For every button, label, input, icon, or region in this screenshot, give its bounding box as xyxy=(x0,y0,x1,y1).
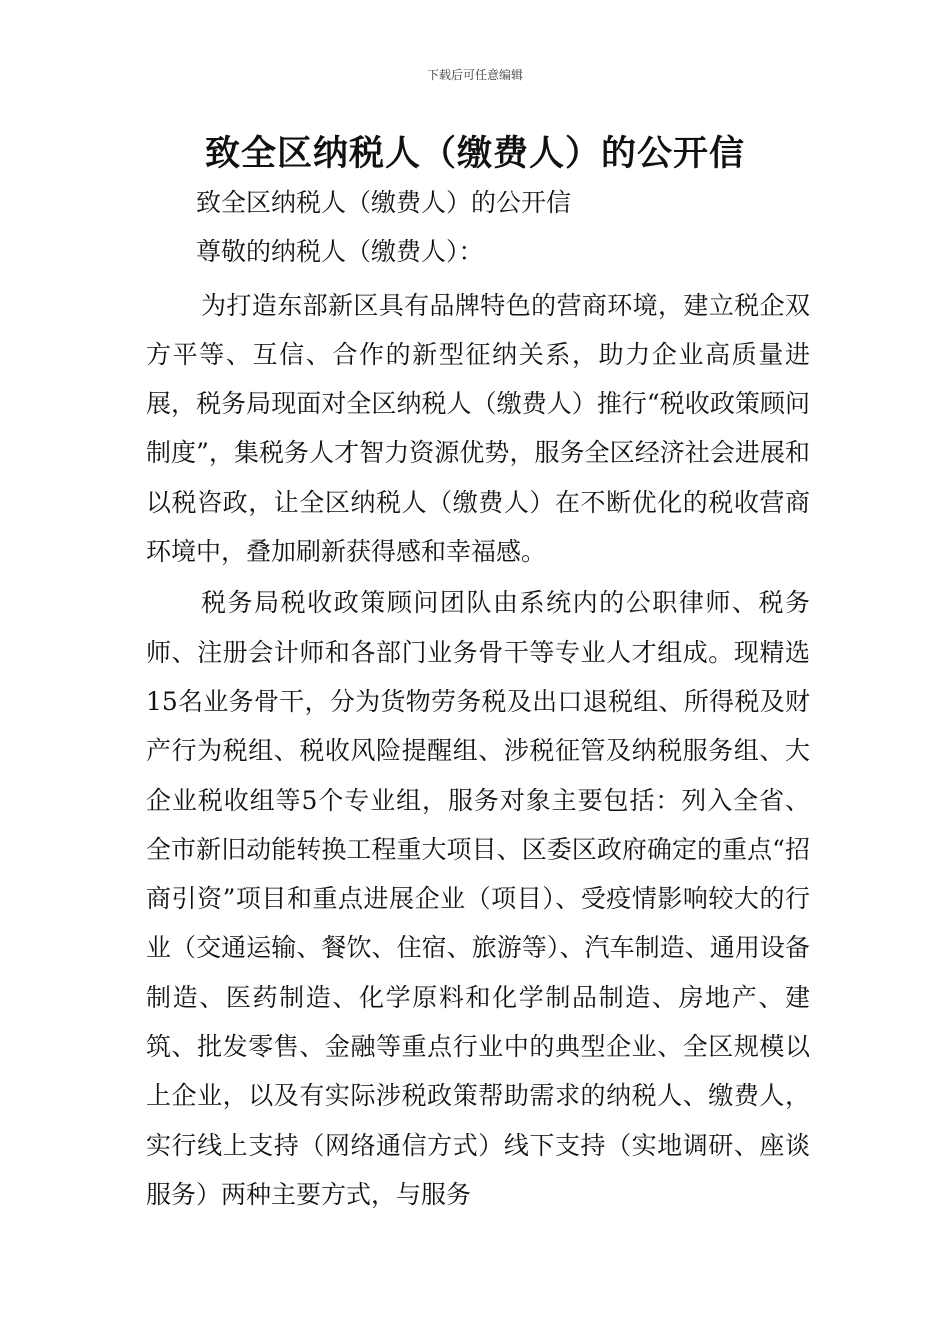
paragraph-team: 税务局税收政策顾问团队由系统内的公职律师、税务师、注册会计师和各部门业务骨干等专业人才组成。现精选15名业务骨干，分为货物劳务税及出口退税组、所得税及财产行为税组、税收风险提醒组、涉税征管及纳税服务组、大企业税收组等5个专业组，服务对象主要包括：列入全省、全市新旧动能转换工程重大项目、区委区政府确定的重点“招商引资”项目和重点进展企业（项目）、受疫情影响较大的行业（交通运输、餐饮、住宿、旅游等）、汽车制造、通用设备制造、医药制造、化学原料和化学制品制造、房地产、建筑、批发零售、金融等重点行业中的典型企业、全区规模以上企业，以及有实际涉税政策帮助需求的纳税人、缴费人，实行线上支持（网络通信方式）线下支持（实地调研、座谈服务）两种主要方式，与服务 xyxy=(146,588,810,1209)
document-title: 致全区纳税人（缴费人）的公开信 xyxy=(204,134,745,174)
paragraph-intro: 为打造东部新区具有品牌特色的营商环境，建立税企双方平等、互信、合作的新型征纳关系，助力企业高质量进展，税务局现面对全区纳税人（缴费人）推行“税收政策顾问制度”，集税务人才智力资源优势，服务全区经济社会进展和以税咨政，让全区纳税人（缴费人）在不断优化的税收营商环境中，叠加刷新获得感和幸福感。 xyxy=(146,290,810,567)
repeat-title: 致全区纳税人（缴费人）的公开信 xyxy=(196,188,572,217)
header-note: 下载后可任意编辑 xyxy=(426,68,523,82)
document-body xyxy=(146,178,810,1219)
salutation: 尊敬的纳税人（缴费人）： xyxy=(196,237,484,267)
